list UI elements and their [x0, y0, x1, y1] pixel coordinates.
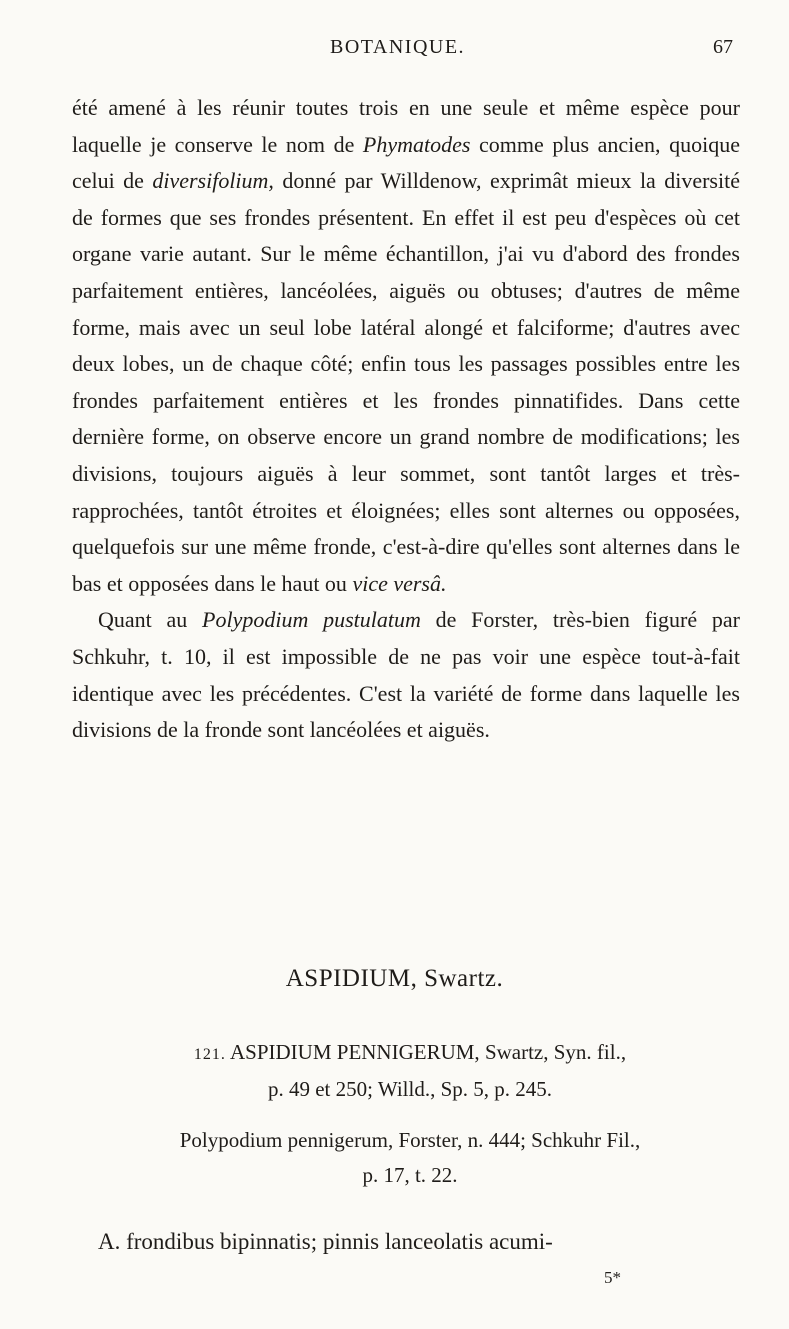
entry-reference: Swartz, Syn. fil.,: [479, 1040, 627, 1064]
entry-species-name: ASPIDIUM PENNIGERUM,: [230, 1040, 480, 1064]
entry-number: 121.: [193, 1046, 226, 1063]
body-text: [72, 90, 740, 749]
paragraph-text: Quant au: [98, 607, 203, 633]
signature-mark: 5*: [604, 1268, 621, 1287]
synonym-entry: [80, 1123, 740, 1193]
genus-name-phymatodes: Phymatodes: [362, 131, 471, 157]
section-heading: ASPIDIUM, Swartz.: [285, 965, 504, 992]
paragraph-continued: [72, 90, 740, 602]
species-name-diversifolium: diversifolium,: [152, 168, 274, 194]
running-title: BOTANIQUE.: [330, 36, 466, 58]
phrase-vice-versa: vice versâ.: [352, 570, 447, 596]
synonym-line: p. 17, t. 22.: [362, 1163, 458, 1187]
species-entry: [80, 1035, 740, 1107]
paragraph-text: été amené à les réunir toutes trois en une seule et même espèce pour laquelle je conserve le nom de: [72, 95, 740, 157]
page-number: 67: [713, 36, 733, 58]
entry-reference-line: p. 49 et 250; Willd., Sp. 5, p. 245.: [267, 1077, 553, 1101]
synonym-line: Polypodium pennigerum, Forster, n. 444; Schkuhr Fil.,: [179, 1128, 641, 1152]
paragraph-text: donné par Willdenow, exprimât mieux la diversité de formes que ses frondes présentent. En effet il est peu d'espèces où cet organe varie autant. Sur le même échantillon, j'ai vu d'abord des frondes parfaitement entières, lancéolées, aiguës ou obtuses; d'autres de même forme, mais avec un seul lobe latéral alongé et falciforme; d'autres avec deux lobes, un de chaque côté; enfin tous les passages possibles entre les frondes parfaitement entières et les frondes pinnatifides. Dans cette dernière forme, on observe encore un grand nombre de modifications; les divisions, toujours aiguës à leur sommet, sont tantôt larges et très-rapprochées, tantôt étroites et éloignées; elles sont alternes ou opposées, quelquefois sur une même fronde, c'est-à-dire qu'elles sont alternes dans le bas et opposées dans le haut ou: [72, 168, 740, 596]
paragraph-text: comme plus ancien, quoique celui de: [72, 131, 740, 194]
paragraph-text: de Forster, très-bien figuré par Schkuhr, t. 10, il est impossible de ne pas voir une espèce tout-à-fait identique avec les précédentes. C'est la variété de forme dans laquelle les divisions de la fronde sont lancéolées et aiguës.: [72, 607, 740, 743]
running-head: [0, 36, 789, 66]
entry-line: [80, 1035, 740, 1072]
paragraph-polypodium: [72, 602, 740, 748]
latin-description: A. frondibus bipinnatis; pinnis lanceolatis acumi-: [98, 1229, 553, 1254]
species-name-pustulatum: Polypodium pustulatum: [202, 607, 421, 633]
